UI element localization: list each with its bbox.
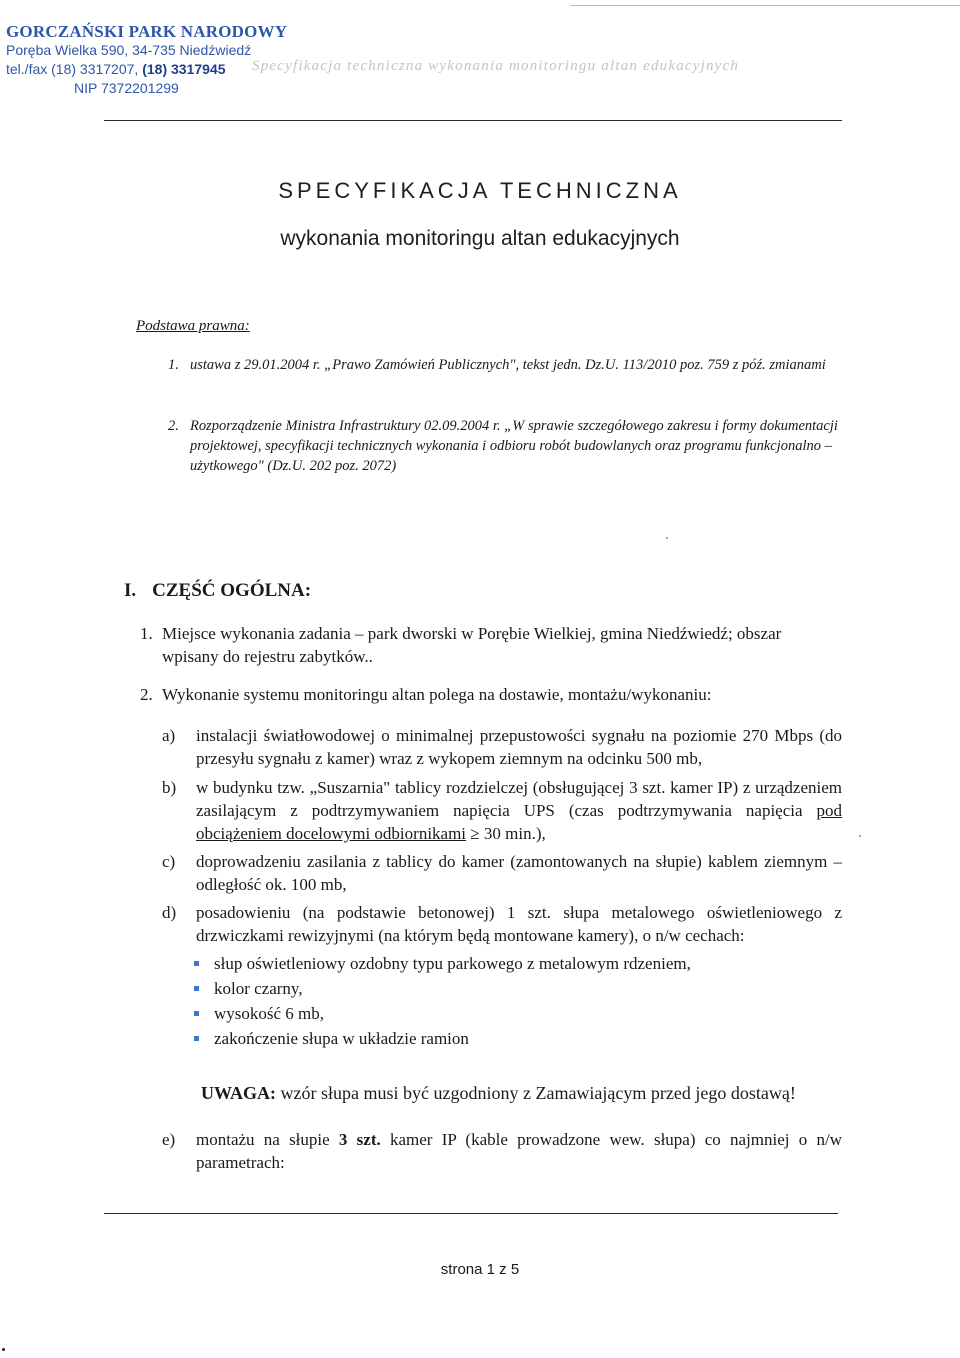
scan-speck xyxy=(859,835,861,837)
page-number: strona 1 z 5 xyxy=(440,1261,520,1278)
phone-main: tel./fax (18) 3317207, xyxy=(6,61,143,77)
warning-text: wzór słupa musi być uzgodniony z Zamawiającym przed jego dostawą! xyxy=(276,1083,796,1103)
subitem-b xyxy=(162,776,842,845)
subitem-text: doprowadzeniu zasilania z tablicy do kamer (zamontowanych na słupie) kablem ziemnym – odległość ok. 100 mb, xyxy=(196,852,842,894)
subitem-text xyxy=(162,776,842,845)
section-item-2 xyxy=(140,683,840,706)
subitem-label: b) xyxy=(162,778,177,797)
subitem-label: d) xyxy=(162,903,177,922)
organization-phone xyxy=(6,60,287,79)
legal-item xyxy=(168,416,850,476)
item-text: Miejsce wykonania zadania – park dworski w Porębie Wielkiej, gmina Niedźwiedź; obszar wpisany do rejestru zabytków.. xyxy=(162,624,782,666)
list-item xyxy=(194,1001,691,1026)
subitem-label: a) xyxy=(162,726,176,745)
subitem-label: e) xyxy=(162,1130,176,1149)
organization-address: Poręba Wielka 590, 34-735 Niedźwiedź xyxy=(6,42,252,58)
bullet-icon xyxy=(194,961,199,966)
legal-item-number: 1. xyxy=(168,357,179,373)
subitem-d xyxy=(162,901,842,947)
legal-basis-heading: Podstawa prawna: xyxy=(136,318,250,334)
subitem-e-text-start: montażu na słupie xyxy=(196,1130,339,1149)
legal-item-text: ustawa z 29.01.2004 r. „Prawo Zamówień Publicznych", tekst jedn. Dz.U. 113/2010 poz. 759 z póź. zmianami xyxy=(190,357,826,373)
subitem-e xyxy=(162,1128,842,1174)
subitem-e-quantity: 3 szt. xyxy=(338,1130,381,1149)
subitem-text: instalacji światłowodowej o minimalnej przepustowości sygnału na poziomie 270 Mbps (do przesyłu sygnału z kamer) wraz z wykopem ziemnym na odcinku 500 mb, xyxy=(196,726,842,768)
scan-speck xyxy=(2,1348,5,1351)
section-title: CZĘŚĆ OGÓLNA: xyxy=(152,580,312,601)
list-item-text: wysokość 6 mb, xyxy=(214,1004,325,1023)
document-subtitle: wykonania monitoringu altan edukacyjnych xyxy=(280,227,680,250)
document-title: SPECYFIKACJA TECHNICZNA xyxy=(278,178,682,203)
scan-edge-line xyxy=(570,5,960,6)
bullet-icon xyxy=(194,1036,199,1041)
subitem-text: posadowieniu (na podstawie betonowej) 1 szt. słupa metalowego oświetleniowego z drzwiczkami rewizyjnymi (na którym będą montowane kamery), o n/w cechach: xyxy=(196,903,842,945)
letterhead-stamp xyxy=(6,22,287,98)
legal-item-number: 2. xyxy=(168,418,179,434)
warning-note xyxy=(201,1083,796,1104)
header-divider xyxy=(104,120,842,121)
footer-divider xyxy=(104,1213,838,1214)
subitem-text xyxy=(162,1128,842,1174)
pole-features-list xyxy=(194,951,691,1051)
subitem-c xyxy=(162,850,842,896)
item-number: 1. xyxy=(140,624,153,643)
organization-nip: NIP 7372201299 xyxy=(74,80,179,96)
section-number: I. xyxy=(124,580,137,601)
legal-item xyxy=(168,355,850,375)
list-item xyxy=(194,976,691,1001)
section-item-1 xyxy=(140,622,840,668)
list-item-text: zakończenie słupa w układzie ramion xyxy=(214,1029,469,1048)
bullet-icon xyxy=(194,1011,199,1016)
warning-label: UWAGA: xyxy=(201,1083,276,1103)
subitem-b-text-start: w budynku tzw. „Suszarnia" tablicy rozdzielczej (obsługującej 3 szt. kamer IP) z urządzeniem zasilającym z podtrzymywaniem napięcia UPS (czas podtrzymywania napięcia xyxy=(196,778,842,820)
legal-item-text: Rozporządzenie Ministra Infrastruktury 02.09.2004 r. „W sprawie szczegółowego zakresu i formy dokumentacji projektowej, specyfikacji technicznych wykonania i odbioru robót budowlanych oraz programu funkcjonalno – użytkowego" (Dz.U. 202 poz. 2072) xyxy=(190,418,838,474)
scan-speck xyxy=(666,537,668,539)
subitem-b-text-end: ≥ 30 min.), xyxy=(466,824,546,843)
organization-name: GORCZAŃSKI PARK NARODOWY xyxy=(6,22,288,41)
subitem-a xyxy=(162,724,842,770)
subitem-e-text-end: kamer IP (kable prowadzone wew. słupa) co najmniej o n/w parametrach: xyxy=(196,1130,842,1172)
item-number: 2. xyxy=(140,685,153,704)
list-item xyxy=(194,1026,691,1051)
phone-secondary: (18) 3317945 xyxy=(142,61,226,77)
list-item-text: kolor czarny, xyxy=(214,979,303,998)
item-text: Wykonanie systemu monitoringu altan polega na dostawie, montażu/wykonaniu: xyxy=(162,685,712,704)
list-item-text: słup oświetleniowy ozdobny typu parkowego z metalowym rdzeniem, xyxy=(214,954,691,973)
section-heading xyxy=(124,580,311,602)
list-item xyxy=(194,951,691,976)
subitem-b-underlined: pod obciążeniem docelowymi odbiornikami xyxy=(196,801,842,843)
bullet-icon xyxy=(194,986,199,991)
faint-running-header: Specyfikacja techniczna wykonania monitoringu altan edukacyjnych xyxy=(252,58,740,74)
subitem-label: c) xyxy=(162,852,176,871)
